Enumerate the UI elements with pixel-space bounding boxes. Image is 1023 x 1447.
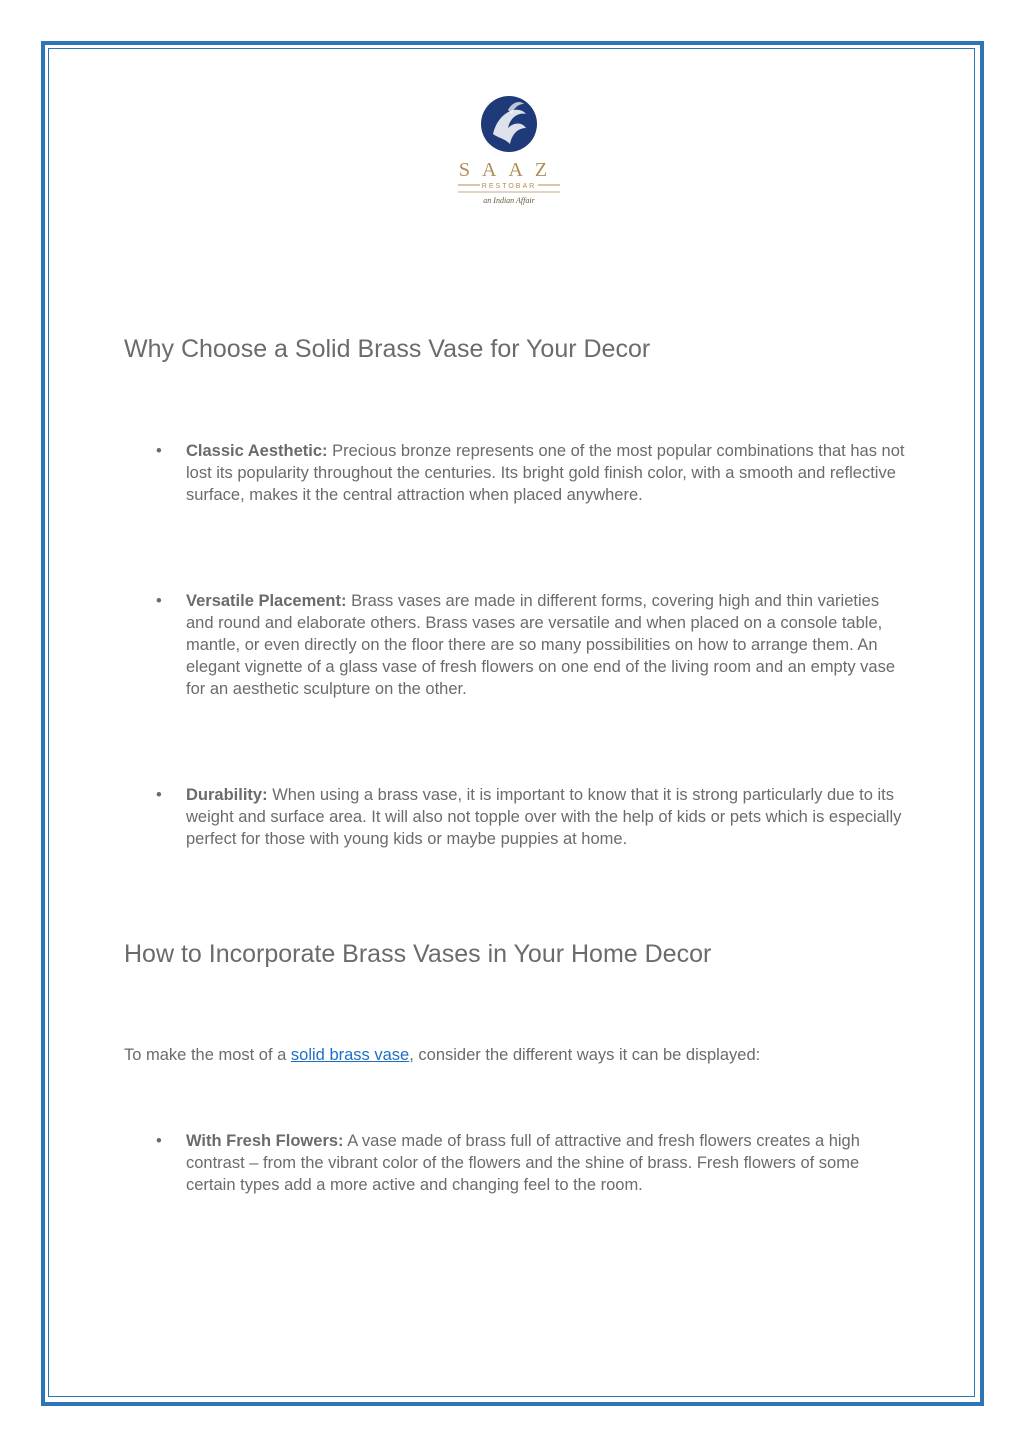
logo-subtitle: RESTOBAR: [481, 183, 537, 190]
saaz-logo: [448, 92, 570, 210]
section1-list-1: [186, 440, 906, 506]
item-label: Durability:: [186, 786, 268, 804]
section1-list-3: [186, 784, 906, 850]
intro-before: To make the most of a: [124, 1046, 291, 1064]
section1-list-2: [186, 590, 906, 700]
item-label: Classic Aesthetic:: [186, 442, 328, 460]
item-text: When using a brass vase, it is important to know that it is strong particularly due to its weight and surface area. It will also not topple over with the help of kids or pets which is especially perfect for those with young kids or maybe puppies at home.: [186, 786, 902, 848]
item-text: Precious bronze represents one of the most popular combinations that has not lost its popularity throughout the centuries. Its bright gold finish color, with a smooth and reflective surface, makes it the central attraction when placed anywhere.: [186, 442, 905, 504]
list-item-fresh-flowers: [186, 1130, 906, 1196]
section2-list: [186, 1130, 906, 1196]
list-item-classic-aesthetic: [186, 440, 906, 506]
list-item-durability: [186, 784, 906, 850]
list-item-versatile-placement: [186, 590, 906, 700]
item-text: Brass vases are made in different forms, covering high and thin varieties and round and elaborate others. Brass vases are versatile and when placed on a console table, mantle, or even directly on the floor there are so many possibilities on how to arrange them. An elegant vignette of a glass vase of fresh flowers on one end of the living room and an empty vase for an aesthetic sculpture on the other.: [186, 592, 896, 698]
phoenix-emblem-icon: [448, 92, 570, 210]
section2-title: How to Incorporate Brass Vases in Your Home Decor: [124, 940, 712, 968]
section2-intro: [124, 1044, 760, 1066]
intro-after: , consider the different ways it can be displayed:: [409, 1046, 761, 1064]
logo-brand: SAAZ: [458, 159, 560, 181]
section1-title: Why Choose a Solid Brass Vase for Your Decor: [124, 335, 651, 363]
item-label: Versatile Placement:: [186, 592, 347, 610]
item-text: A vase made of brass full of attractive and fresh flowers creates a high contrast – from the vibrant color of the flowers and the shine of brass. Fresh flowers of some certain types add a more active and changing feel to the room.: [186, 1132, 860, 1194]
item-label: With Fresh Flowers:: [186, 1132, 344, 1150]
solid-brass-vase-link[interactable]: solid brass vase: [290, 1046, 410, 1064]
logo-tagline: an Indian Affair: [483, 196, 535, 205]
